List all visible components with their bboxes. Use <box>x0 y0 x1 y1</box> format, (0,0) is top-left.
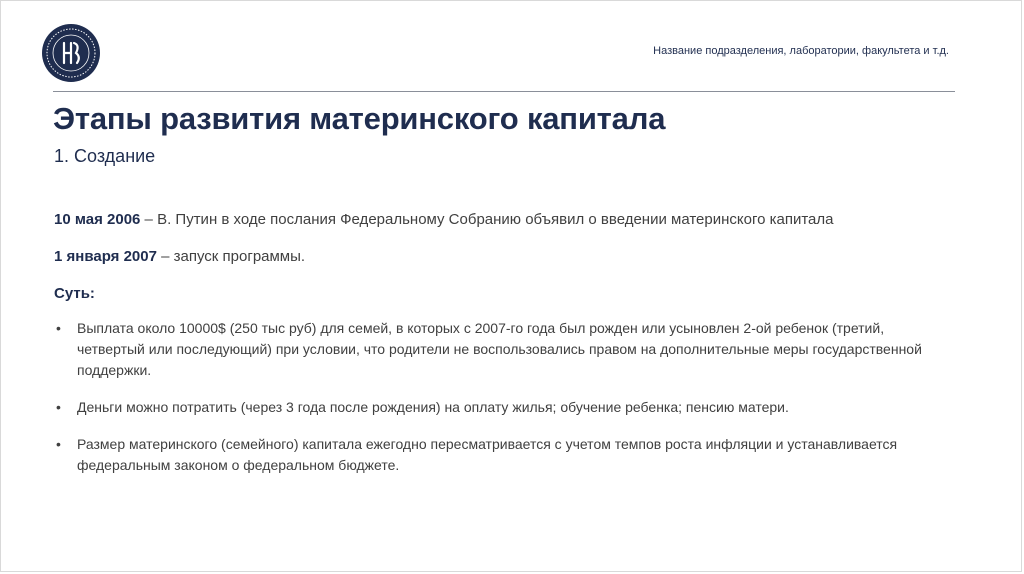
essence-label: Суть: <box>54 285 95 302</box>
bullet-icon: • <box>56 320 61 336</box>
university-seal-icon <box>41 23 101 83</box>
bullet-icon: • <box>56 399 61 415</box>
fact-paragraph <box>54 209 944 230</box>
fact-text: – В. Путин в ходе послания Федеральному Собранию объявил о введении материнского капитала <box>140 211 834 228</box>
list-item <box>54 434 944 476</box>
fact-date: 10 мая 2006 <box>54 211 141 228</box>
fact-text: – запуск программы. <box>156 248 306 265</box>
fact-date: 1 января 2007 <box>54 248 157 265</box>
bullet-icon: • <box>56 436 61 452</box>
page-title: Этапы развития материнского капитала <box>53 101 666 136</box>
slide-body <box>54 209 944 492</box>
essence-list <box>54 318 944 476</box>
list-item <box>54 318 944 381</box>
fact-paragraph <box>54 246 944 267</box>
page-subtitle: 1. Создание <box>54 146 156 166</box>
list-item-text: Размер материнского (семейного) капитала ежегодно пересматривается с учетом темпов роста инфляции и устанавливается федеральным законом о федеральном бюджете. <box>77 436 898 473</box>
list-item <box>54 397 944 418</box>
list-item-text: Выплата около 10000$ (250 тыс руб) для семей, в которых с 2007-го года был рожден или усыновлен 2-ой ребенок (третий, четвертый или последующий) при условии, что родители не воспользовались правом на дополнительные меры государственной поддержки. <box>77 320 922 378</box>
list-item-text: Деньги можно потратить (через 3 года после рождения) на оплату жилья; обучение ребенка; пенсию матери. <box>77 399 789 415</box>
header-divider <box>53 91 955 92</box>
department-caption: Название подразделения, лаборатории, факультета и т.д. <box>653 45 949 57</box>
